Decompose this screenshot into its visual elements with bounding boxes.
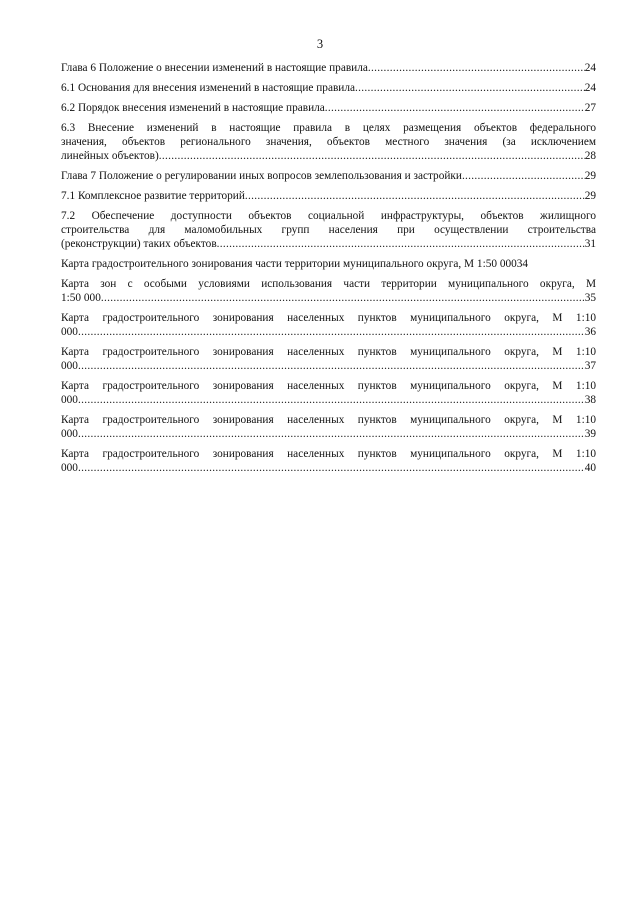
toc-entry[interactable] xyxy=(61,345,596,373)
toc-entry-page-number: 29 xyxy=(584,190,596,202)
toc-entry-title: 1:50 000 xyxy=(61,292,101,304)
dot-leader xyxy=(101,291,585,305)
toc-entry-page-number: 40 xyxy=(584,462,596,474)
toc-entry-last-line xyxy=(61,61,596,75)
toc-entry-line: Карта градостроительного зонирования населенных пунктов муниципального округа, М 1:10 xyxy=(61,448,596,460)
toc-entry-last-line xyxy=(61,291,596,305)
toc-entry-title: Карта градостроительного зонирования части территории муниципального округа, М 1:50 000 xyxy=(61,258,517,270)
toc-entry[interactable] xyxy=(61,413,596,441)
toc-entry-line: Карта градостроительного зонирования населенных пунктов муниципального округа, М 1:10 xyxy=(61,414,596,426)
toc-entry-page-number: 37 xyxy=(584,360,596,372)
dot-leader xyxy=(159,149,585,163)
toc-entry-title: Глава 6 Положение о внесении изменений в настоящие правила xyxy=(61,62,368,74)
toc-entry-last-line xyxy=(61,257,596,271)
toc-entry-title: 000 xyxy=(61,360,78,372)
toc-entry-page-number: 27 xyxy=(584,102,596,114)
toc-entry-page-number: 31 xyxy=(584,238,596,250)
toc-entry-last-line xyxy=(61,359,596,373)
toc-entry-line: значения, объектов регионального значения, объектов местного значения (за исключением xyxy=(61,136,596,148)
dot-leader xyxy=(245,189,585,203)
dot-leader xyxy=(78,393,585,407)
dot-leader xyxy=(78,325,585,339)
toc-entry-title: (реконструкции) таких объектов xyxy=(61,238,217,250)
dot-leader xyxy=(217,237,585,251)
dot-leader xyxy=(78,427,585,441)
toc-entry-title: 000 xyxy=(61,428,78,440)
toc-entry[interactable] xyxy=(61,447,596,475)
toc-entry-title: линейных объектов) xyxy=(61,150,159,162)
toc-entry[interactable] xyxy=(61,209,596,251)
dot-leader xyxy=(355,81,585,95)
toc-entry-line: 6.3 Внесение изменений в настоящие правила в целях размещения объектов федерального xyxy=(61,122,596,134)
toc-entry-last-line xyxy=(61,237,596,251)
toc-entry-last-line xyxy=(61,149,596,163)
toc-entry-page-number: 35 xyxy=(584,292,596,304)
toc-entry-last-line xyxy=(61,393,596,407)
toc-entry[interactable] xyxy=(61,121,596,163)
toc-entry-line: строительства для маломобильных групп населения при осуществлении строительства xyxy=(61,224,596,236)
dot-leader xyxy=(78,359,585,373)
toc-entry-title: Глава 7 Положение о регулировании иных вопросов землепользования и застройки xyxy=(61,170,462,182)
toc-entry-line: Карта зон с особыми условиями использования части территории муниципального округа, М xyxy=(61,278,596,290)
toc-entry-title: 6.2 Порядок внесения изменений в настоящие правила xyxy=(61,102,325,114)
toc-entry[interactable] xyxy=(61,379,596,407)
toc-entry[interactable] xyxy=(61,189,596,203)
toc-entry-page-number: 34 xyxy=(516,258,529,270)
dot-leader xyxy=(368,61,585,75)
toc-entry[interactable] xyxy=(61,169,596,183)
toc-entry-last-line xyxy=(61,81,596,95)
toc-entry-title: 000 xyxy=(61,394,78,406)
toc-entry-line: 7.2 Обеспечение доступности объектов социальной инфраструктуры, объектов жилищного xyxy=(61,210,596,222)
toc-entry[interactable] xyxy=(61,81,596,95)
toc-entry-page-number: 38 xyxy=(584,394,596,406)
toc-entry-page-number: 24 xyxy=(584,62,596,74)
dot-leader xyxy=(325,101,585,115)
toc-entry-page-number: 28 xyxy=(584,150,596,162)
toc-entry-page-number: 29 xyxy=(584,170,596,182)
toc-entry-page-number: 36 xyxy=(584,326,596,338)
page-number: 3 xyxy=(316,37,324,51)
toc-entry-page-number: 24 xyxy=(584,82,596,94)
toc-entry-line: Карта градостроительного зонирования населенных пунктов муниципального округа, М 1:10 xyxy=(61,346,596,358)
toc-entry-last-line xyxy=(61,461,596,475)
dot-leader xyxy=(78,461,585,475)
toc-entry-title: 6.1 Основания для внесения изменений в настоящие правила xyxy=(61,82,355,94)
toc-entry-page-number: 39 xyxy=(584,428,596,440)
table-of-contents xyxy=(61,61,596,481)
toc-entry[interactable] xyxy=(61,101,596,115)
toc-entry-last-line xyxy=(61,427,596,441)
toc-entry-last-line xyxy=(61,325,596,339)
toc-entry-line: Карта градостроительного зонирования населенных пунктов муниципального округа, М 1:10 xyxy=(61,312,596,324)
toc-entry-title: 000 xyxy=(61,326,78,338)
toc-entry[interactable] xyxy=(61,61,596,75)
toc-entry[interactable] xyxy=(61,311,596,339)
toc-entry-title: 7.1 Комплексное развитие территорий xyxy=(61,190,245,202)
toc-entry-last-line xyxy=(61,189,596,203)
toc-entry-title: 000 xyxy=(61,462,78,474)
toc-entry[interactable] xyxy=(61,277,596,305)
toc-entry-line: Карта градостроительного зонирования населенных пунктов муниципального округа, М 1:10 xyxy=(61,380,596,392)
dot-leader xyxy=(462,169,585,183)
toc-entry-last-line xyxy=(61,169,596,183)
toc-entry[interactable] xyxy=(61,257,596,271)
toc-entry-last-line xyxy=(61,101,596,115)
